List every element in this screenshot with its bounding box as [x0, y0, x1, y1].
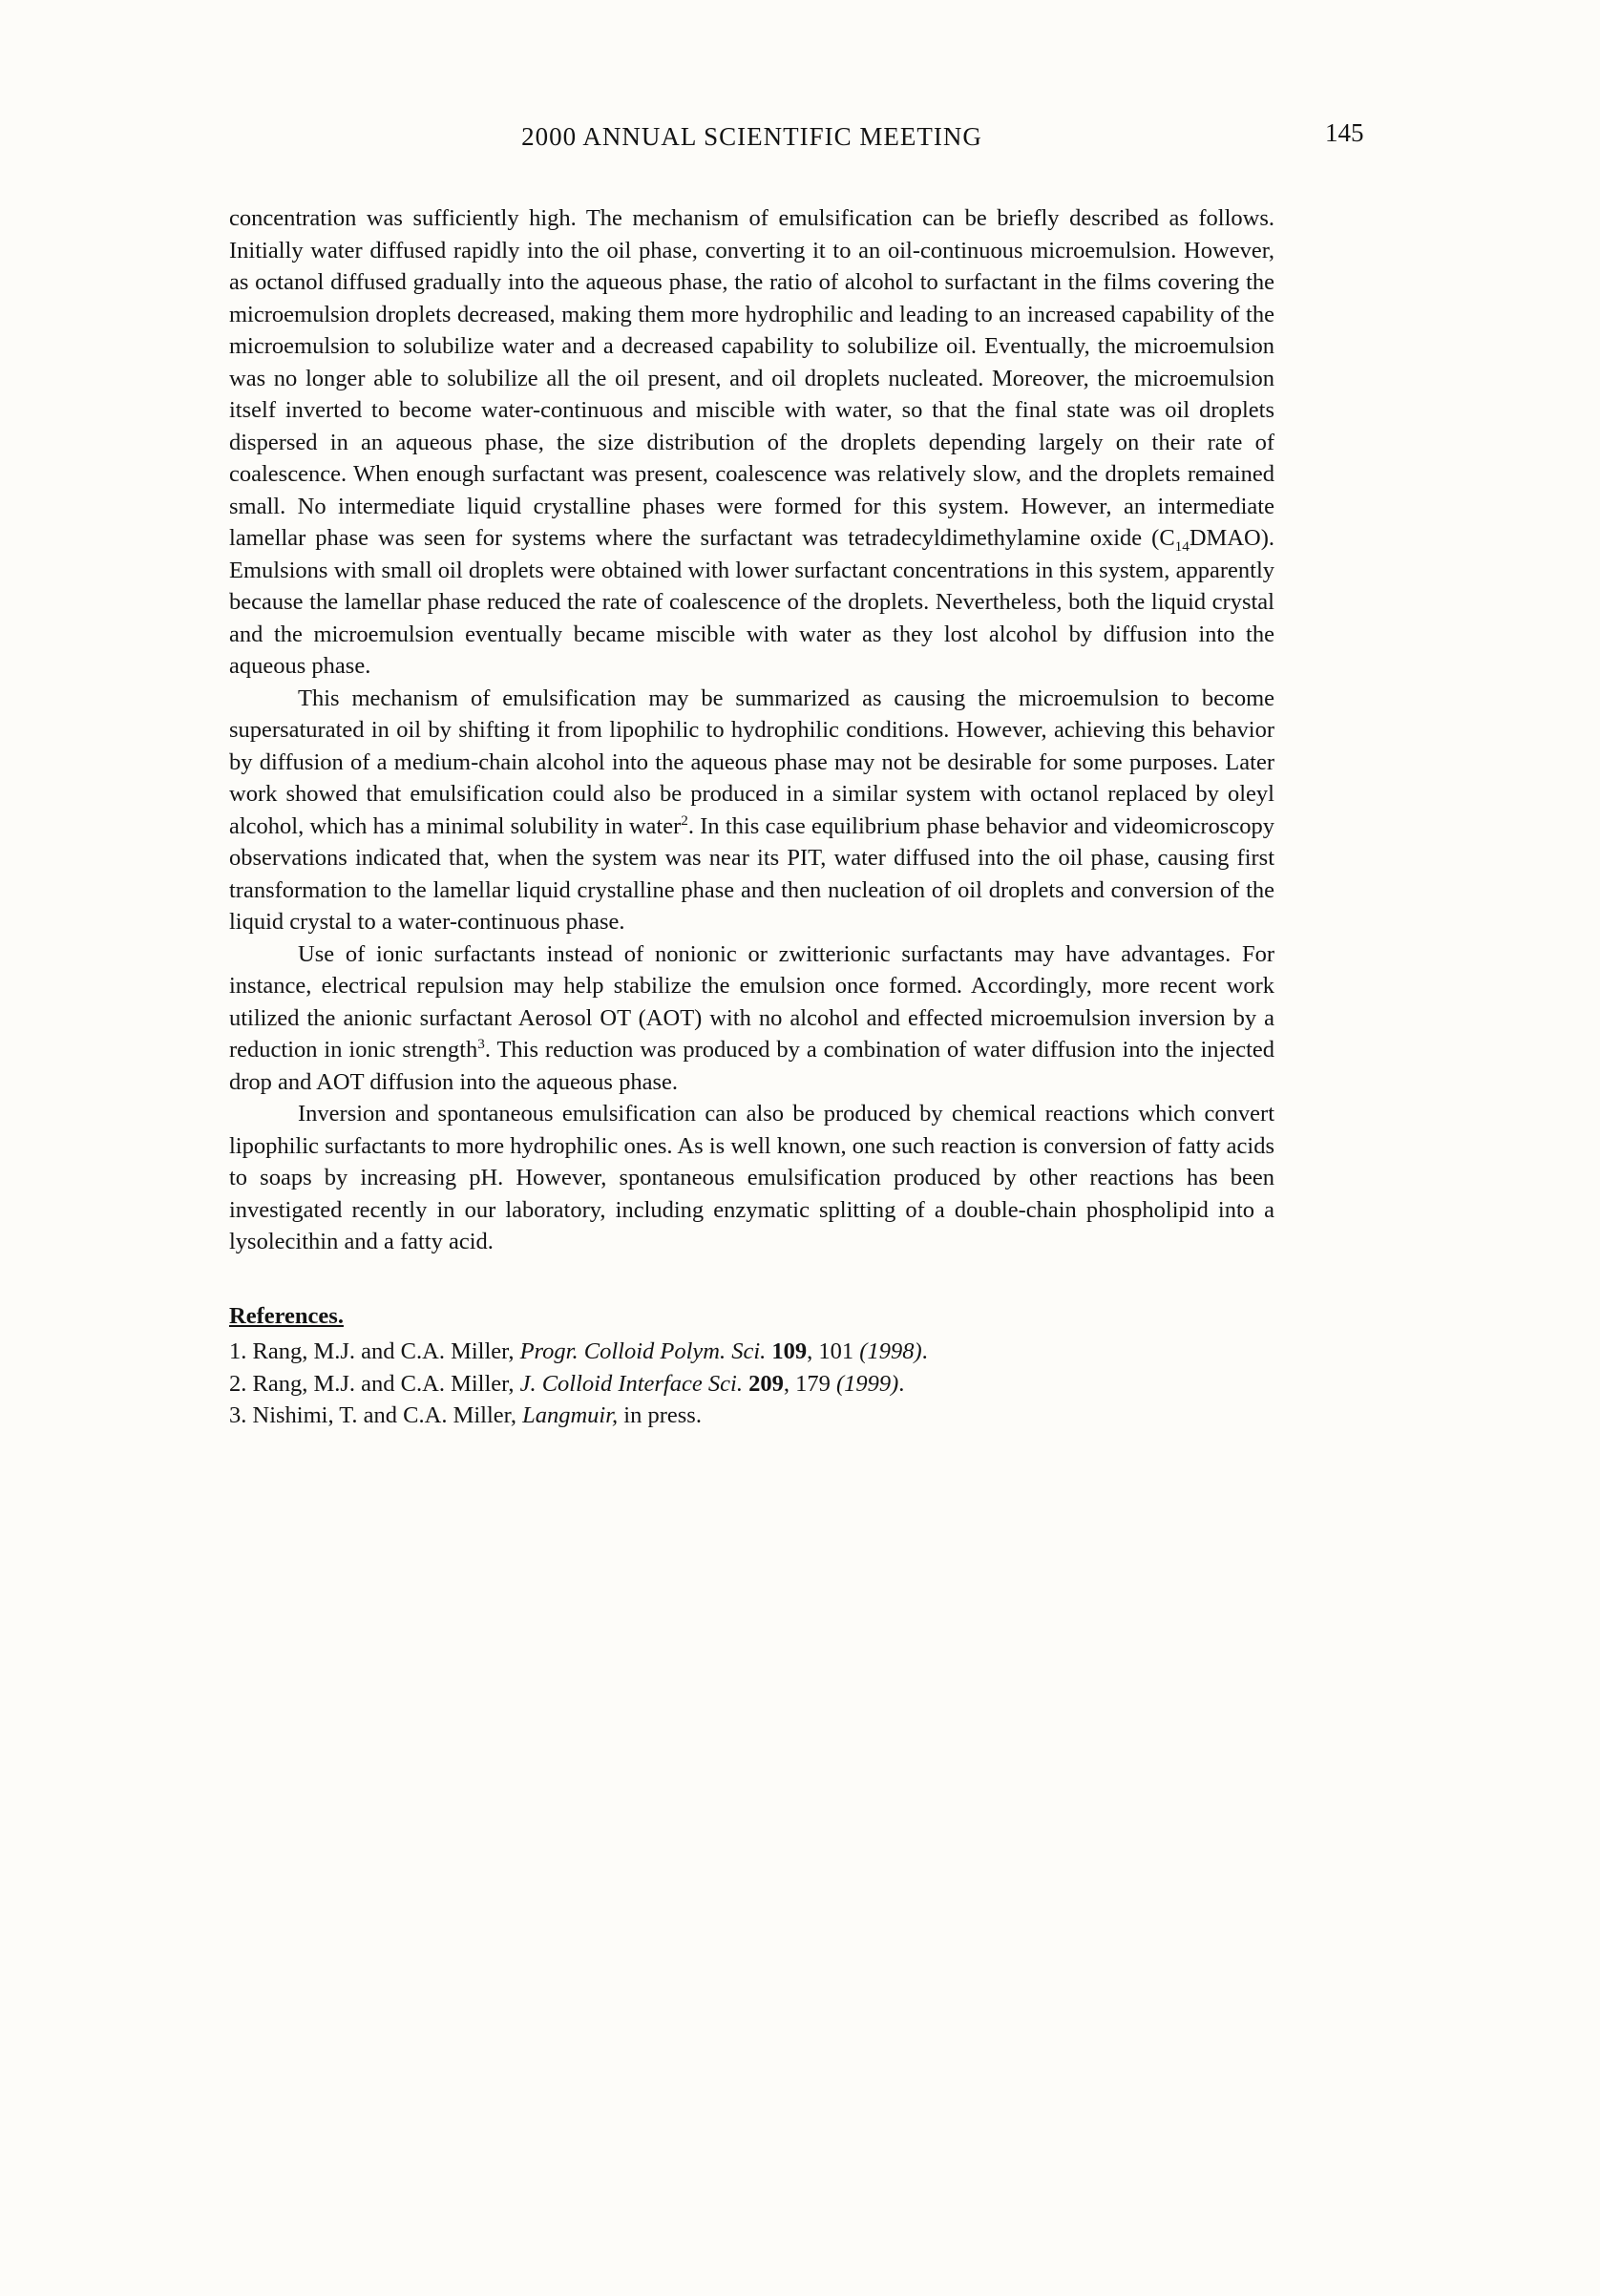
- paragraph: [229, 202, 1274, 683]
- text-segment: (1998): [859, 1338, 922, 1364]
- references-heading: References.: [229, 1302, 344, 1329]
- text-segment: . In this case equilibrium phase behavior and videomicroscopy observations indicated that, when the system was near its PIT, water diffused into the oil phase, causing first transformation to the lamellar liquid crystalline phase and then nucleation of oil droplets and conversion of the liquid crystal to a water-continuous phase.: [229, 812, 1275, 935]
- text-segment: in press.: [618, 1402, 702, 1428]
- text-segment: 3: [477, 1035, 485, 1052]
- text-segment: concentration was sufficiently high. The mechanism of emulsification can be briefly described as follows. Initially water diffused rapidly into the oil phase, converting it to an oil-continuous microemulsion. However, as octanol diffused gradually into the aqueous phase, the ratio of alcohol to surfactant in the films covering the microemulsion droplets decreased, making them more hydrophilic and leading to an increased capability of the microemulsion to solubilize water and a decreased capability to solubilize oil. Eventually, the microemulsion was no longer able to solubilize all the oil present, and oil droplets nucleated. Moreover, the microemulsion itself inverted to become water-continuous and miscible with water, so that the final state was oil droplets dispersed in an aqueous phase, the size distribution of the droplets depending largely on their rate of coalescence. When enough surfactant was present, coalescence was relatively slow, and the droplets remained small. No intermediate liquid crystalline phases were formed for this system. However, an intermediate lamellar phase was seen for systems where the surfactant was tetradecyldimethylamine oxide (C: [229, 205, 1274, 551]
- text-segment: 209: [748, 1370, 784, 1397]
- text-segment: J. Colloid Interface Sci.: [519, 1370, 743, 1397]
- page-number: 145: [1325, 118, 1364, 147]
- text-segment: DMAO). Emulsions with small oil droplets were obtained with lower surfactant concentrations in this system, apparently because the lamellar phase reduced the rate of coalescence of the droplets. Nevertheless, both the liquid crystal and the microemulsion eventually became miscible with water as they lost alcohol by diffusion into the aqueous phase.: [229, 525, 1274, 679]
- reference-item: [229, 1400, 1274, 1432]
- reference-item: [229, 1368, 1274, 1401]
- references-section: [229, 1300, 1274, 1432]
- text-segment: This mechanism of emulsification may be summarized as causing the microemulsion to become supersaturated in oil by shifting it from lipophilic to hydrophilic conditions. However, achieving this behavior by diffusion of a medium-chain alcohol into the aqueous phase may not be desirable for some purposes. Later work showed that emulsification could also be produced in a similar system with octanol replaced by oleyl alcohol, which has a minimal solubility in water: [229, 685, 1274, 839]
- reference-item: [229, 1336, 1274, 1368]
- text-segment: 109: [771, 1338, 808, 1364]
- text-segment: Use of ionic surfactants instead of nonionic or zwitterionic surfactants may have advantages. For instance, electrical repulsion may help stabilize the emulsion once formed. Accordingly, more recent work utilized the anionic surfactant Aerosol OT (AOT) with no alcohol and effected microemulsion inversion by a reduction in ionic strength: [229, 940, 1274, 1063]
- text-segment: Inversion and spontaneous emulsification can also be produced by chemical reactions which convert lipophilic surfactants to more hydrophilic ones. As is well known, one such reaction is conversion of fatty acids to soaps by increasing pH. However, spontaneous emulsification produced by other reactions has been investigated recently in our laboratory, including enzymatic splitting of a double-chain phospholipid into a lysolecithin and a fatty acid.: [229, 1101, 1274, 1254]
- text-segment: 2: [681, 811, 688, 829]
- text-segment: , 179: [783, 1370, 836, 1397]
- body-paragraphs: [229, 202, 1274, 1258]
- paragraph: [229, 938, 1274, 1099]
- text-segment: Langmuir,: [522, 1402, 619, 1428]
- reference-list: [229, 1336, 1274, 1432]
- text-segment: 2. Rang, M.J. and C.A. Miller,: [229, 1370, 520, 1397]
- text-segment: . This reduction was produced by a combination of water diffusion into the injected drop and AOT diffusion into the aqueous phase.: [229, 1037, 1275, 1095]
- text-segment: .: [921, 1338, 928, 1364]
- paragraph: [229, 683, 1274, 938]
- paragraph: [229, 1098, 1274, 1258]
- text-segment: Progr. Colloid Polym. Sci.: [519, 1338, 767, 1364]
- text-segment: , 101: [807, 1338, 860, 1364]
- text-segment: 1. Rang, M.J. and C.A. Miller,: [229, 1338, 520, 1364]
- text-segment: 3. Nishimi, T. and C.A. Miller,: [229, 1402, 523, 1428]
- running-head: 2000 ANNUAL SCIENTIFIC MEETING: [521, 122, 982, 151]
- text-segment: 14: [1174, 537, 1189, 555]
- body-column: [229, 202, 1274, 1432]
- text-segment: (1999): [835, 1370, 899, 1397]
- text-segment: .: [898, 1370, 905, 1397]
